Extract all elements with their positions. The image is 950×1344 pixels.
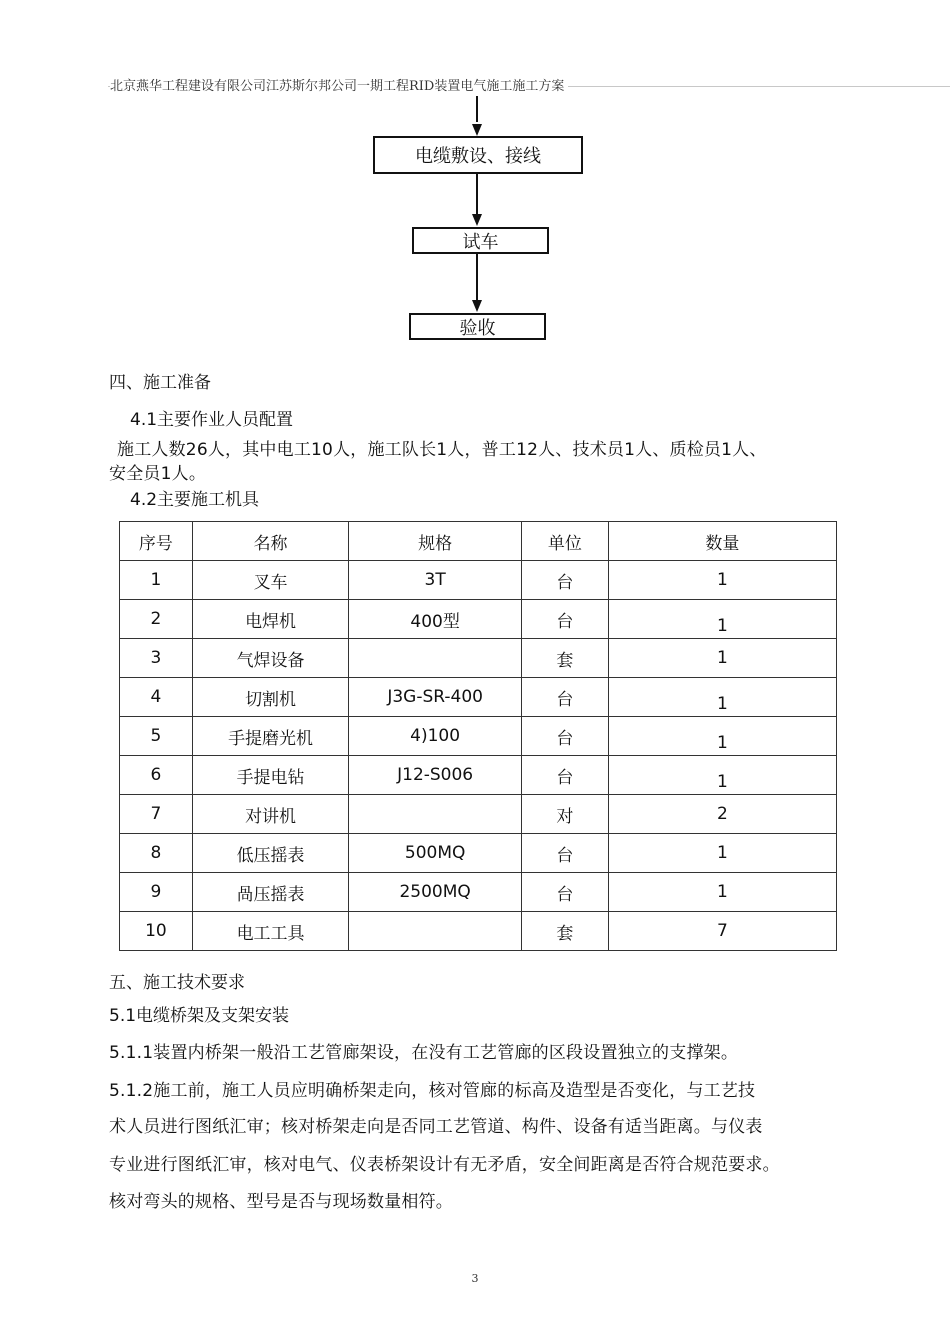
table-row bbox=[120, 834, 837, 873]
table-row bbox=[120, 873, 837, 912]
section5-1-heading: 5.1电缆桥架及支架安装 bbox=[109, 1006, 290, 1026]
table-cell: 2500MQ bbox=[349, 873, 522, 912]
tools-table bbox=[119, 521, 837, 951]
paragraph-5-1-2-line3: 专业进行图纸汇审，核对电气、仪表桥架设计有无矛盾，安全间距离是否符合规范要求。 bbox=[109, 1155, 780, 1175]
table-cell: 4 bbox=[120, 678, 193, 717]
table-row bbox=[120, 678, 837, 717]
table-row bbox=[120, 912, 837, 951]
header-title: 北京燕华工程建设有限公司江苏斯尔邦公司一期工程RID装置电气施工施工方案 bbox=[110, 78, 568, 96]
table-cell: 对讲机 bbox=[192, 795, 349, 834]
table-cell: 7 bbox=[120, 795, 193, 834]
table-cell: 400型 bbox=[349, 600, 522, 639]
table-row bbox=[120, 561, 837, 600]
paragraph-5-1-2-line4: 核对弯头的规格、型号是否与现场数量相符。 bbox=[109, 1192, 453, 1212]
table-cell: J12-S006 bbox=[349, 756, 522, 795]
table-row bbox=[120, 717, 837, 756]
table-header-cell: 序号 bbox=[120, 522, 193, 561]
table-cell: 9 bbox=[120, 873, 193, 912]
page-number: 3 bbox=[471, 1272, 479, 1285]
flow-connector-1 bbox=[476, 174, 478, 214]
section5-heading: 五、施工技术要求 bbox=[109, 973, 245, 993]
table-header-row bbox=[120, 522, 837, 561]
table-cell: 对 bbox=[521, 795, 608, 834]
table-cell: 咼压摇表 bbox=[192, 873, 349, 912]
flow-step-trial-run bbox=[412, 227, 549, 254]
section4-heading: 四、施工准备 bbox=[109, 373, 211, 393]
table-cell: 1 bbox=[608, 561, 836, 600]
table-cell bbox=[349, 795, 522, 834]
table-cell: 电工工具 bbox=[192, 912, 349, 951]
table-cell bbox=[608, 756, 836, 795]
table-header-cell: 规格 bbox=[349, 522, 522, 561]
table-cell: 电焊机 bbox=[192, 600, 349, 639]
table-cell: 套 bbox=[521, 912, 608, 951]
table-cell: 手提磨光机 bbox=[192, 717, 349, 756]
table-cell: 台 bbox=[521, 600, 608, 639]
table-header-cell: 名称 bbox=[192, 522, 349, 561]
table-cell: 低压摇表 bbox=[192, 834, 349, 873]
table-cell: 10 bbox=[120, 912, 193, 951]
table-cell: 500MQ bbox=[349, 834, 522, 873]
section4-2-heading: 4.2主要施工机具 bbox=[130, 490, 260, 510]
staff-paragraph-line1: 施工人数26人，其中电工10人，施工队长1人，普工12人、技术员1人、质检员1人、 bbox=[117, 440, 767, 460]
table-cell: 6 bbox=[120, 756, 193, 795]
table-cell: 气焊设备 bbox=[192, 639, 349, 678]
paragraph-5-1-1: 5.1.1装置内桥架一般沿工艺管廊架设，在没有工艺管廊的区段设置独立的支撑架。 bbox=[109, 1043, 739, 1063]
arrow-down-icon bbox=[472, 300, 482, 312]
flow-step-cabling bbox=[373, 136, 583, 174]
table-header-cell: 单位 bbox=[521, 522, 608, 561]
table-cell: 台 bbox=[521, 561, 608, 600]
table-cell: J3G-SR-400 bbox=[349, 678, 522, 717]
table-cell: 套 bbox=[521, 639, 608, 678]
table-cell: 2 bbox=[120, 600, 193, 639]
paragraph-5-1-2-line1: 5.1.2施工前，施工人员应明确桥架走向，核对管廊的标高及造型是否变化，与工艺技 bbox=[109, 1081, 756, 1101]
arrow-down-icon bbox=[472, 214, 482, 226]
table-cell: 切割机 bbox=[192, 678, 349, 717]
table-cell: 8 bbox=[120, 834, 193, 873]
flow-step-label: 验收 bbox=[459, 317, 496, 339]
flow-step-acceptance bbox=[409, 313, 546, 340]
table-cell: 台 bbox=[521, 678, 608, 717]
flow-connector-top bbox=[476, 96, 478, 122]
paragraph-5-1-2-line2: 术人员进行图纸汇审；核对桥架走向是否同工艺管道、构件、设备有适当距离。与仪表 bbox=[109, 1117, 763, 1137]
table-cell: 手提电钻 bbox=[192, 756, 349, 795]
table-cell bbox=[608, 678, 836, 717]
table-row bbox=[120, 639, 837, 678]
qty-value: 1 bbox=[716, 616, 728, 636]
table-cell: 3 bbox=[120, 639, 193, 678]
table-cell bbox=[608, 600, 836, 639]
table-cell: 1 bbox=[120, 561, 193, 600]
flow-connector-2 bbox=[476, 254, 478, 300]
table-cell: 叉车 bbox=[192, 561, 349, 600]
table-cell: 4)100 bbox=[349, 717, 522, 756]
section4-1-heading: 4.1主要作业人员配置 bbox=[130, 410, 294, 430]
table-cell: 台 bbox=[521, 756, 608, 795]
table-cell: 7 bbox=[608, 912, 836, 951]
flow-step-label: 电缆敷设、接线 bbox=[415, 146, 541, 167]
table-cell: 台 bbox=[521, 834, 608, 873]
table-row bbox=[120, 600, 837, 639]
table-cell: 1 bbox=[608, 834, 836, 873]
qty-value: 1 bbox=[716, 772, 728, 792]
flow-step-label: 试车 bbox=[462, 231, 499, 253]
table-row bbox=[120, 795, 837, 834]
table-cell: 5 bbox=[120, 717, 193, 756]
table-cell: 2 bbox=[608, 795, 836, 834]
table-header-cell: 数量 bbox=[608, 522, 836, 561]
qty-value: 1 bbox=[716, 694, 728, 714]
table-cell: 台 bbox=[521, 717, 608, 756]
table-cell: 1 bbox=[608, 639, 836, 678]
table-cell: 台 bbox=[521, 873, 608, 912]
table-cell bbox=[349, 639, 522, 678]
qty-value: 1 bbox=[716, 733, 728, 753]
table-row bbox=[120, 756, 837, 795]
table-cell: 3T bbox=[349, 561, 522, 600]
table-cell bbox=[608, 717, 836, 756]
arrow-down-icon bbox=[472, 124, 482, 136]
staff-paragraph-line2: 安全员1人。 bbox=[109, 464, 207, 484]
table-cell bbox=[349, 912, 522, 951]
table-cell: 1 bbox=[608, 873, 836, 912]
